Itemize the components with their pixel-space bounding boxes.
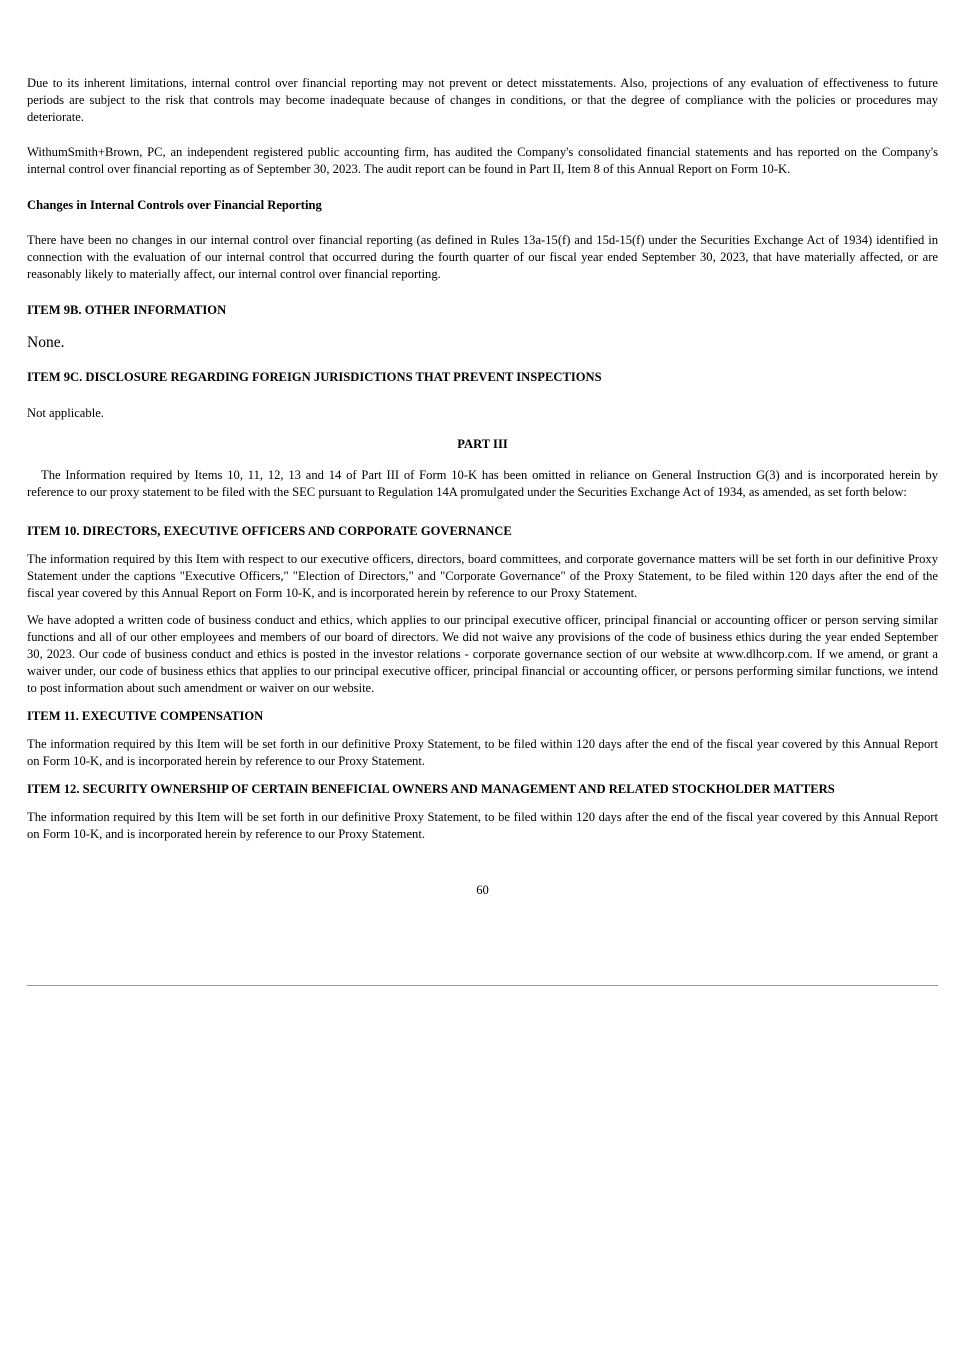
- changes-paragraph: There have been no changes in our internal control over financial reporting (as defined in Rules 13a-15(f) and 15d-15(f) under the Securities Exchange Act of 1934) identified in connection with the evaluation of our internal control that occurred during the fourth quarter of our fiscal year ended September 30, 2023, that have materially affected, or are reasonably likely to materially affect, our internal control over financial reporting.: [27, 233, 938, 281]
- item-10-paragraph-2: We have adopted a written code of business conduct and ethics, which applies to our principal executive officer, principal financial or accounting officer or person serving similar functions and all of our other employees and members of our board of directors. We did not waive any provisions of the code of business ethics during the year ended September 30, 2023. Our code of business conduct and ethics is posted in the investor relations - corporate governance section of our website at www.dlhcorp.com. If we amend, or grant a waiver under, our code of business ethics that applies to our principal executive officer, principal financial or accounting officer, or persons performing similar functions, we intend to post information about such amendment or waiver on our website.: [27, 613, 938, 695]
- item-9b-body: None.: [27, 334, 65, 351]
- document-page: [27, 75, 938, 899]
- part-iii-heading: PART III: [457, 437, 508, 451]
- limitations-paragraph: Due to its inherent limitations, internal control over financial reporting may not prevent or detect misstatements. Also, projections of any evaluation of effectiveness to future periods are subject to the risk that controls may become inadequate because of changes in conditions, or that the degree of compliance with the policies or procedures may deteriorate.: [27, 76, 938, 124]
- item-9c-heading: ITEM 9C. DISCLOSURE REGARDING FOREIGN JURISDICTIONS THAT PREVENT INSPECTIONS: [27, 370, 602, 384]
- item-11-paragraph: The information required by this Item will be set forth in our definitive Proxy Statement, to be filed within 120 days after the end of the fiscal year covered by this Annual Report on Form 10-K, and is incorporated herein by reference to our Proxy Statement.: [27, 737, 938, 768]
- part-iii-intro: The Information required by Items 10, 11, 12, 13 and 14 of Part III of Form 10-K has been omitted in reliance on General Instruction G(3) and is incorporated herein by reference to our proxy statement to be filed with the SEC pursuant to Regulation 14A promulgated under the Securities Exchange Act of 1934, as amended, as set forth below:: [27, 468, 938, 499]
- item-12-heading: ITEM 12. SECURITY OWNERSHIP OF CERTAIN BENEFICIAL OWNERS AND MANAGEMENT AND RELATED STOCKHOLDER MATTERS: [27, 782, 835, 796]
- item-12-paragraph: The information required by this Item will be set forth in our definitive Proxy Statement, to be filed within 120 days after the end of the fiscal year covered by this Annual Report on Form 10-K, and is incorporated herein by reference to our Proxy Statement.: [27, 810, 938, 841]
- item-10-heading: ITEM 10. DIRECTORS, EXECUTIVE OFFICERS AND CORPORATE GOVERNANCE: [27, 524, 512, 538]
- page-number: 60: [476, 883, 489, 897]
- item-9b-heading: ITEM 9B. OTHER INFORMATION: [27, 303, 227, 317]
- item-9c-body: Not applicable.: [27, 406, 104, 420]
- changes-heading: Changes in Internal Controls over Financial Reporting: [27, 198, 322, 212]
- page-divider: [27, 985, 938, 986]
- auditor-paragraph: WithumSmith+Brown, PC, an independent registered public accounting firm, has audited the Company's consolidated financial statements and has reported on the Company's internal control over financial reporting as of September 30, 2023. The audit report can be found in Part II, Item 8 of this Annual Report on Form 10-K.: [27, 145, 938, 176]
- item-10-paragraph-1: The information required by this Item with respect to our executive officers, directors, board committees, and corporate governance matters will be set forth in our definitive Proxy Statement under the captions "Executive Officers," "Election of Directors," and "Corporate Governance" of the Proxy Statement, to be filed within 120 days after the end of the fiscal year covered by this Annual Report on Form 10-K, and is incorporated herein by reference to our Proxy Statement.: [27, 552, 938, 600]
- item-11-heading: ITEM 11. EXECUTIVE COMPENSATION: [27, 709, 264, 723]
